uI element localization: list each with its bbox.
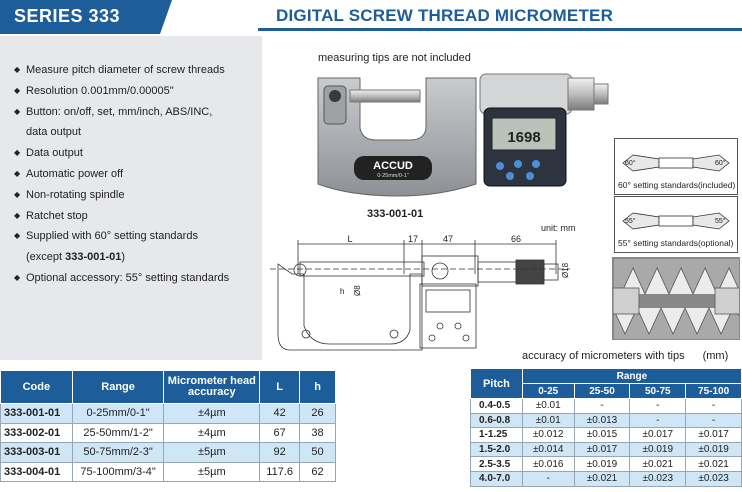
feature-item-continuation [14, 247, 229, 268]
cell-L: 42 [260, 404, 300, 424]
dim-L: L [347, 234, 353, 244]
cell-pitch: 0.6-0.8 [471, 413, 523, 428]
feature-text: Data output [26, 147, 83, 160]
display-button [532, 160, 540, 168]
cell-value: - [630, 413, 686, 428]
cell-code: 333-004-01 [1, 462, 73, 482]
dim-h: h [340, 287, 345, 296]
cell-value: ±0.017 [686, 428, 742, 443]
cell-code: 333-003-01 [1, 443, 73, 463]
cell-value: ±0.017 [574, 442, 630, 457]
table-row [471, 413, 742, 428]
table-row [1, 404, 336, 424]
accuracy-table [470, 368, 742, 487]
feature-text-bold: 333-001-01 [65, 251, 122, 264]
table-row [1, 443, 336, 463]
bullet-icon: ◆ [14, 106, 21, 116]
unit-label: unit: mm [541, 223, 576, 233]
standard-55-caption: 55° setting standards(optional) [618, 238, 734, 248]
cell-value: ±0.016 [522, 457, 574, 472]
display-button [506, 172, 514, 180]
cell-pitch: 4.0-7.0 [471, 471, 523, 486]
thread-measure-icon [613, 258, 740, 340]
cell-value: - [522, 471, 574, 486]
cell-pitch: 1.5-2.0 [471, 442, 523, 457]
feature-list [14, 60, 229, 289]
cell-value: ±0.019 [686, 442, 742, 457]
display-button [496, 162, 504, 170]
cell-value: - [630, 399, 686, 414]
bullet-icon: ◆ [14, 272, 21, 282]
feature-item [14, 81, 229, 102]
technical-drawing [270, 234, 590, 358]
setting-standard-55-icon [615, 201, 737, 235]
feature-item [14, 60, 229, 81]
col-header-range: 0-25 [522, 384, 574, 399]
dim-17: 17 [407, 234, 419, 244]
col-header-range: 25-50 [574, 384, 630, 399]
cell-h: 26 [300, 404, 336, 424]
accuracy-caption-text: accuracy of micrometers with tips [522, 350, 685, 362]
cell-L: 117.6 [260, 462, 300, 482]
cell-value: ±0.017 [630, 428, 686, 443]
angle-right: 55° [715, 218, 726, 225]
col-header-range: 50-75 [630, 384, 686, 399]
feature-text: Optional accessory: 55° setting standards [26, 271, 230, 284]
dim-66: 66 [510, 234, 522, 244]
feature-text: Non-rotating spindle [26, 188, 125, 201]
feature-item [14, 185, 229, 206]
feature-text: Ratchet stop [26, 209, 88, 222]
cell-accuracy: ±5µm [164, 462, 260, 482]
ratchet [594, 84, 608, 104]
cell-L: 67 [260, 423, 300, 443]
cell-value: ±0.019 [630, 442, 686, 457]
cell-value: ±0.021 [630, 457, 686, 472]
bullet-icon: ◆ [14, 65, 21, 74]
dim-phi8: Ø8 [353, 285, 362, 296]
standard-55-box [614, 196, 738, 253]
standard-60-box [614, 138, 738, 195]
accuracy-caption [522, 350, 728, 362]
drawing-dial [432, 263, 448, 279]
col-header-range: Range [72, 371, 164, 404]
dim-phi18: Ø18 [561, 262, 570, 278]
cell-value: ±0.023 [686, 471, 742, 486]
table-row [1, 462, 336, 482]
accuracy-unit: (mm) [702, 350, 729, 362]
series-tab-notch [160, 0, 172, 34]
page-title: DIGITAL SCREW THREAD MICROMETER [276, 6, 614, 25]
model-label: 333-001-01 [367, 208, 424, 220]
standard-60-caption: 60° setting standards(included) [618, 180, 736, 190]
drawing-thimble [516, 260, 544, 284]
table-row [471, 471, 742, 486]
setting-standard-60-icon [615, 143, 737, 177]
cell-h: 38 [300, 423, 336, 443]
cell-range: 25-50mm/1-2" [72, 423, 164, 443]
feature-item [14, 164, 229, 185]
feature-text: Measure pitch diameter of screw threads [26, 64, 225, 76]
cell-accuracy: ±4µm [164, 423, 260, 443]
cell-value: - [686, 399, 742, 414]
dim-47: 47 [442, 234, 454, 244]
cell-value: ±0.01 [522, 399, 574, 414]
cell-pitch: 2.5-3.5 [471, 457, 523, 472]
bullet-icon: ◆ [14, 148, 21, 158]
micrometer-photo [280, 64, 610, 210]
feature-item [14, 226, 229, 247]
col-header-L: L [260, 371, 300, 404]
col-header-code: Code [1, 371, 73, 404]
table-row [471, 457, 742, 472]
brand-subtext: 0-25mm/0-1" [377, 173, 409, 179]
series-tab [0, 0, 160, 34]
col-header-h: h [300, 371, 336, 404]
drawing-sleeve [478, 262, 516, 282]
bullet-icon: ◆ [14, 168, 21, 178]
table-row [471, 442, 742, 457]
cell-value: ±0.01 [522, 413, 574, 428]
cell-accuracy: ±5µm [164, 443, 260, 463]
feature-item [14, 143, 229, 164]
cell-accuracy: ±4µm [164, 404, 260, 424]
cell-h: 50 [300, 443, 336, 463]
cell-pitch: 1-1.25 [471, 428, 523, 443]
spec-table [0, 370, 336, 482]
title-rule [258, 28, 742, 31]
angle-right: 60° [715, 160, 726, 167]
feature-text: (except [26, 251, 66, 264]
drawing-head [422, 256, 478, 286]
table-row [1, 423, 336, 443]
cell-value: ±0.019 [574, 457, 630, 472]
feature-text: data output [26, 126, 82, 139]
cell-value: ±0.021 [574, 471, 630, 486]
spindle [350, 90, 420, 102]
cell-range: 0-25mm/0-1" [72, 404, 164, 424]
col-header-range: 75-100 [686, 384, 742, 399]
cell-value: ±0.015 [574, 428, 630, 443]
display-button [526, 172, 534, 180]
cell-range: 50-75mm/2-3" [72, 443, 164, 463]
cell-code: 333-002-01 [1, 423, 73, 443]
table-row [471, 399, 742, 414]
bullet-icon: ◆ [14, 85, 21, 95]
brand-text: ACCUD [373, 160, 413, 172]
cell-value: - [574, 399, 630, 414]
col-header-accuracy: Micrometer head accuracy [164, 371, 260, 404]
bullet-icon: ◆ [14, 189, 21, 199]
table-row [471, 428, 742, 443]
cell-value: ±0.021 [686, 457, 742, 472]
drawing-lcd [426, 290, 470, 312]
col-header-pitch: Pitch [471, 369, 523, 399]
feature-panel [0, 36, 262, 360]
cell-pitch: 0.4-0.5 [471, 399, 523, 414]
thread-illustration [612, 257, 740, 340]
cell-range: 75-100mm/3-4" [72, 462, 164, 482]
feature-item [14, 206, 229, 227]
anvil-knob [329, 90, 341, 102]
col-header-range-group: Range [522, 369, 741, 384]
cell-value: ±0.014 [522, 442, 574, 457]
angle-left: 55° [625, 218, 636, 225]
drawing-frame [278, 264, 422, 350]
cell-value: ±0.013 [574, 413, 630, 428]
thimble [568, 78, 594, 110]
feature-text: Supplied with 60° setting standards [26, 230, 198, 243]
cell-value: ±0.023 [630, 471, 686, 486]
accuracy-header-row [471, 369, 742, 384]
cell-value: ±0.012 [522, 428, 574, 443]
display-button [514, 160, 522, 168]
angle-left: 60° [625, 160, 636, 167]
spec-header-row [1, 371, 336, 404]
feature-item [14, 102, 229, 123]
feature-text: Button: on/off, set, mm/inch, ABS/INC, [26, 105, 213, 118]
cell-L: 92 [260, 443, 300, 463]
cell-h: 62 [300, 462, 336, 482]
lcd-value: 1698 [507, 129, 541, 146]
feature-text: Resolution 0.001mm/0.00005" [26, 84, 174, 97]
cell-value: - [686, 413, 742, 428]
series-label: SERIES 333 [14, 6, 121, 26]
feature-item [14, 268, 229, 289]
bullet-icon: ◆ [14, 231, 21, 241]
feature-text: ) [121, 251, 126, 264]
feature-text: Automatic power off [26, 167, 124, 180]
feature-item-continuation [14, 122, 229, 143]
drawing-display [420, 284, 476, 348]
cell-code: 333-001-01 [1, 404, 73, 424]
bullet-icon: ◆ [14, 210, 21, 220]
tips-caption: measuring tips are not included [318, 52, 471, 64]
